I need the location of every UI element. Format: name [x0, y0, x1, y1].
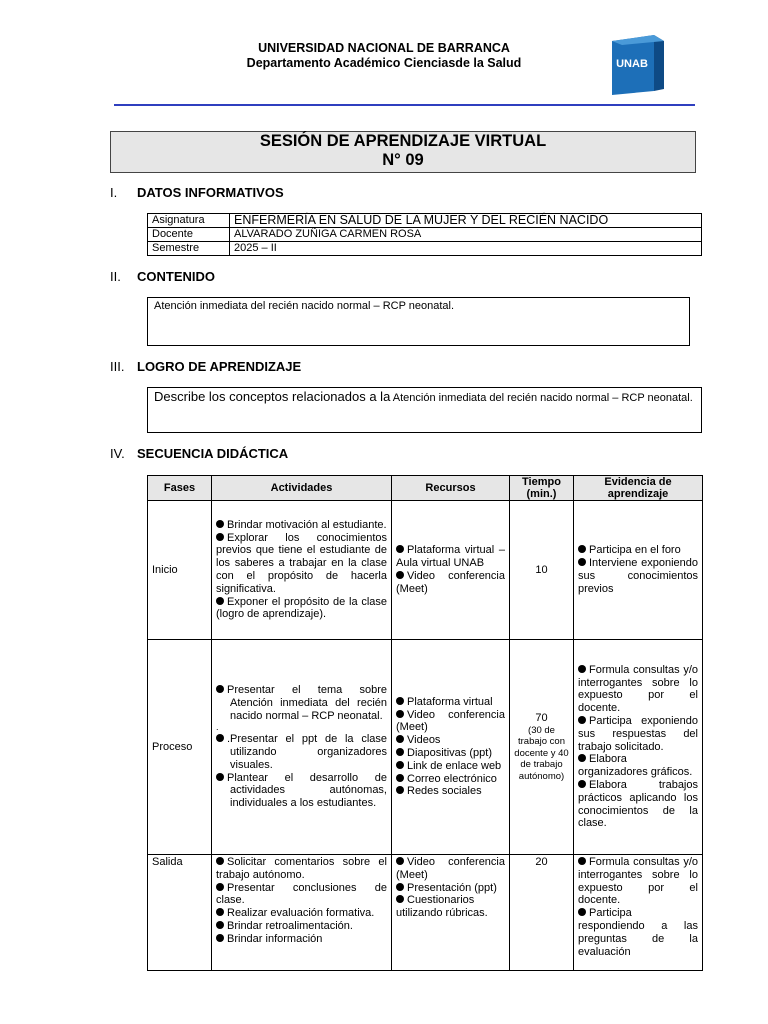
header-actividades: Actividades	[212, 476, 392, 501]
info-value: 2025 – II	[230, 242, 702, 256]
section-title-datos: DATOS INFORMATIVOS	[137, 185, 284, 200]
bullet-icon	[396, 761, 404, 769]
list-item: Formula consultas y/o interrogantes sobre lo expuesto por el docente.	[578, 663, 698, 715]
info-label: Asignatura	[148, 214, 230, 228]
list-item: Presentar el tema sobre Atención inmediata del recién nacido normal – RCP neonatal.	[216, 684, 387, 722]
list-item: Formula consultas y/o interrogantes sobre lo expuesto por el docente.	[578, 856, 698, 907]
list-item: Realizar evaluación formativa.	[216, 907, 387, 920]
bullet-icon	[578, 754, 586, 762]
actividades-cell	[212, 501, 392, 640]
bullet-icon	[396, 883, 404, 891]
list-item: Plataforma virtual	[396, 696, 505, 709]
list-item: Elabora organizadores gráficos.	[578, 753, 693, 779]
bullet-icon	[578, 545, 586, 553]
logro-text: Atención inmediata del recién nacido normal – RCP neonatal.	[390, 392, 693, 404]
recursos-cell	[392, 501, 510, 640]
info-table	[147, 213, 702, 256]
activity-list	[216, 856, 387, 946]
list-item: Link de enlace web	[396, 760, 505, 773]
list-item: Exponer el propósito de la clase (logro de aprendizaje).	[216, 595, 387, 621]
list-item: Participa respondiendo a las preguntas de la evaluación	[578, 907, 698, 958]
list-item: Brindar información	[216, 933, 387, 946]
recursos-cell	[392, 640, 510, 855]
bullet-icon	[216, 857, 224, 865]
actividades-cell	[212, 855, 392, 971]
section-number: I.	[110, 185, 118, 200]
bullet-icon	[578, 558, 586, 566]
table-row	[148, 855, 703, 971]
header-fases: Fases	[148, 476, 212, 501]
section-title-logro: LOGRO DE APRENDIZAJE	[137, 359, 302, 374]
header-tiempo: Tiempo (min.)	[510, 476, 574, 501]
department-name: Departamento Académico Cienciasde la Salud	[246, 56, 522, 70]
activity-list	[216, 684, 387, 810]
list-item: Participa exponiendo sus respuestas del trabajo solicitado.	[578, 715, 698, 753]
section-number: III.	[110, 359, 125, 374]
session-number: N° 09	[382, 151, 424, 169]
bullet-icon	[396, 748, 404, 756]
bullet-icon	[396, 545, 404, 553]
bullet-icon	[578, 857, 586, 865]
table-row	[148, 640, 703, 855]
bullet-icon	[396, 786, 404, 794]
bullet-icon	[216, 685, 224, 693]
bullet-icon	[216, 597, 224, 605]
resource-list	[396, 856, 505, 920]
logro-box	[147, 387, 702, 433]
bullet-icon	[396, 697, 404, 705]
svg-text:UNAB: UNAB	[616, 58, 648, 70]
list-item: Plataforma virtual – Aula virtual UNAB	[396, 544, 505, 570]
info-label: Docente	[148, 228, 230, 242]
contenido-text: Atención inmediata del recién nacido normal – RCP neonatal.	[154, 300, 455, 312]
bullet-icon	[578, 908, 586, 916]
tiempo-cell: 20	[510, 855, 574, 971]
info-row	[148, 228, 702, 242]
bullet-icon	[578, 716, 586, 724]
info-value: ENFERMERÍA EN SALUD DE LA MUJER Y DEL RECIÉN NACIDO	[230, 214, 702, 228]
evidence-list	[578, 664, 698, 830]
list-item: Explorar los conocimientos previos que tiene el estudiante de los saberes a trabajar en la clase con el propósito de hacerla significativa.	[216, 531, 387, 595]
bullet-icon	[396, 735, 404, 743]
resource-list	[396, 544, 505, 595]
evidencia-cell	[574, 855, 703, 971]
info-value: ALVARADO ZUÑIGA CARMEN ROSA	[230, 228, 702, 242]
stray-dot: .	[216, 722, 219, 733]
section-title-contenido: CONTENIDO	[137, 269, 215, 284]
list-item: Interviene exponiendo sus conocimientos previos	[578, 557, 698, 595]
header-rule	[114, 104, 695, 106]
bullet-icon	[216, 921, 224, 929]
list-item: Correo electrónico	[396, 773, 505, 786]
bullet-icon	[396, 710, 404, 718]
list-item: .Presentar el ppt de la clase utilizando organizadores visuales.	[216, 733, 387, 771]
session-title: SESIÓN DE APRENDIZAJE VIRTUAL	[259, 132, 547, 150]
tiempo-note: (30 de trabajo con docente y 40 de trabajo autónomo)	[514, 724, 569, 782]
fase-cell: Salida	[148, 855, 212, 971]
actividades-cell	[212, 640, 392, 855]
list-item: Diapositivas (ppt)	[396, 747, 505, 760]
fase-cell: Proceso	[148, 640, 212, 855]
activity-list	[216, 519, 387, 621]
list-item: Presentar conclusiones de clase.	[216, 881, 387, 907]
bullet-icon	[396, 895, 404, 903]
list-item: Participa en el foro	[578, 544, 698, 557]
sequence-header-row	[148, 476, 703, 501]
list-item: Videos	[396, 734, 505, 747]
list-item: Video conferencia (Meet)	[396, 708, 505, 734]
university-name: UNIVERSIDAD NACIONAL DE BARRANCA	[258, 41, 510, 55]
sequence-table	[147, 475, 703, 971]
evidence-list	[578, 856, 698, 958]
bullet-icon	[578, 780, 586, 788]
list-item: Video conferencia (Meet)	[396, 856, 505, 881]
bullet-icon	[216, 533, 224, 541]
bullet-icon	[396, 857, 404, 865]
section-title-secuencia: SECUENCIA DIDÁCTICA	[137, 446, 289, 461]
header-evidencia: Evidencia de aprendizaje	[574, 476, 703, 501]
contenido-box	[147, 297, 690, 346]
info-row	[148, 214, 702, 228]
table-row	[148, 501, 703, 640]
resource-list	[396, 696, 505, 798]
evidencia-cell	[574, 501, 703, 640]
evidence-list	[578, 544, 698, 595]
list-item: Presentación (ppt)	[396, 882, 505, 895]
list-item: Brindar retroalimentación.	[216, 920, 387, 933]
list-item: Elabora trabajos prácticos aplicando los conocimientos de la clase.	[578, 778, 698, 830]
list-item: Solicitar comentarios sobre el trabajo autónomo.	[216, 856, 387, 881]
tiempo-cell: 10	[510, 501, 574, 640]
header-recursos: Recursos	[392, 476, 510, 501]
list-item: Video conferencia (Meet)	[396, 570, 505, 595]
list-item: Redes sociales	[396, 785, 505, 798]
list-item: Brindar motivación al estudiante.	[216, 519, 387, 532]
bullet-icon	[216, 934, 224, 942]
tiempo-value: 70	[535, 711, 548, 724]
evidencia-cell	[574, 640, 703, 855]
bullet-icon	[396, 774, 404, 782]
bullet-icon	[216, 520, 224, 528]
fase-cell: Inicio	[148, 501, 212, 640]
info-row	[148, 242, 702, 256]
bullet-icon	[396, 571, 404, 579]
university-logo	[608, 33, 668, 97]
logro-lead: Describe los conceptos relacionados a la	[154, 389, 391, 404]
list-item: Cuestionarios utilizando rúbricas.	[396, 894, 488, 920]
recursos-cell	[392, 855, 510, 971]
bullet-icon	[216, 773, 224, 781]
info-label: Semestre	[148, 242, 230, 256]
section-number: II.	[110, 269, 121, 284]
session-title-box	[110, 131, 696, 173]
section-number: IV.	[110, 446, 125, 461]
list-item: Plantear el desarrollo de actividades autónomas, individuales a los estudiantes.	[216, 772, 387, 810]
bullet-icon	[216, 734, 224, 742]
bullet-icon	[216, 883, 224, 891]
tiempo-cell	[510, 640, 574, 855]
bullet-icon	[578, 665, 586, 673]
bullet-icon	[216, 908, 224, 916]
